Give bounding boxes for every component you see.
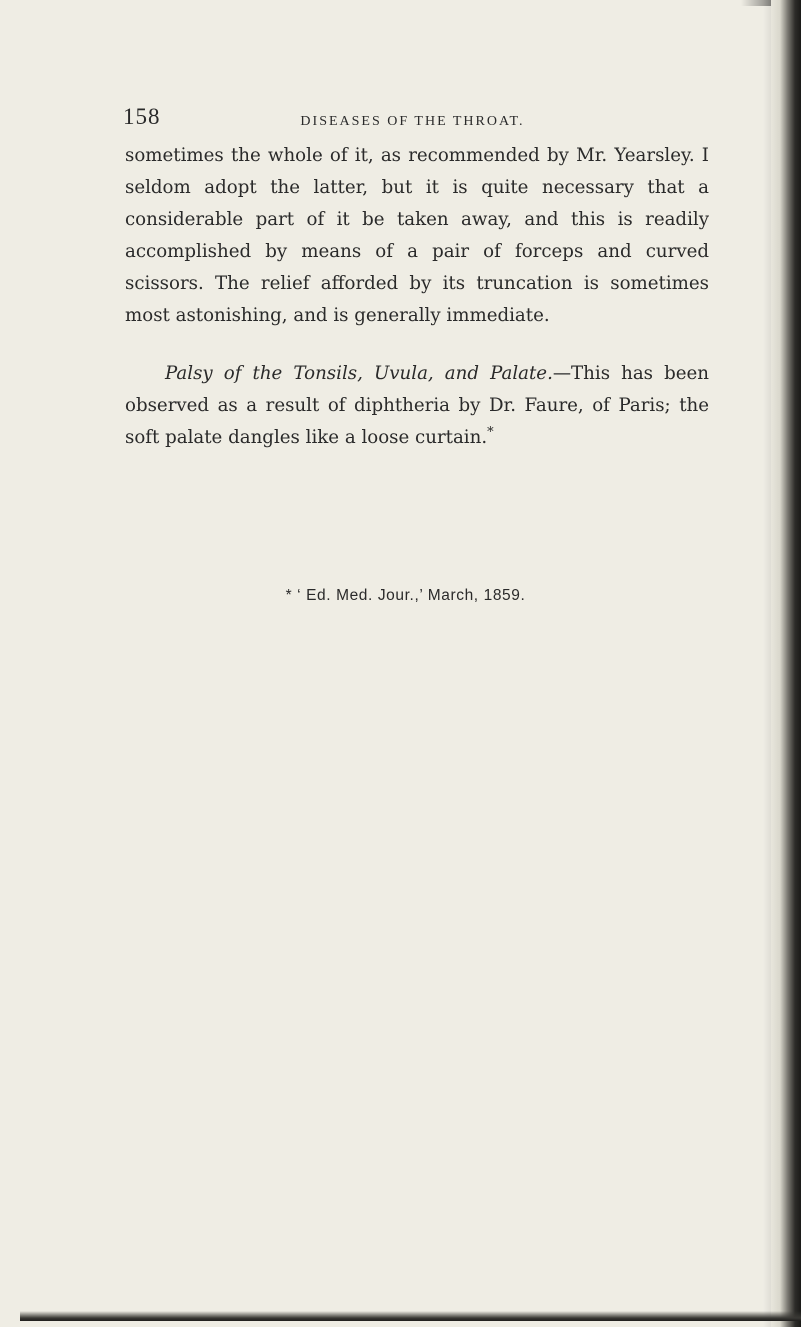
footnote: * ‘ Ed. Med. Jour.,’ March, 1859. (285, 587, 526, 604)
paragraph-palsy (125, 358, 709, 454)
paragraph-truncation: sometimes the whole of it, as recommended by Mr. Yearsley. I seldom adopt the latter, but it is quite necessary that a considerable part of it be taken away, and this is readily accomplished by means of a pair of forceps and curved scissors. The relief afforded by its truncation is sometimes most astonishing, and is generally immediate. (125, 145, 709, 326)
book-binding-edge (771, 0, 801, 1327)
section-heading: Palsy of the Tonsils, Uvula, and Palate. (165, 363, 553, 384)
footnote-marker: * (487, 424, 494, 440)
page-number: 158 (123, 104, 161, 129)
body-text (125, 140, 709, 454)
running-title: DISEASES OF THE THROAT. (300, 114, 525, 129)
page-bottom-edge (20, 1311, 801, 1321)
paragraph-palsy-text: —This has been observed as a result of diphtheria by Dr. Faure, of Paris; the soft palate dangles like a loose curtain. (125, 363, 709, 448)
